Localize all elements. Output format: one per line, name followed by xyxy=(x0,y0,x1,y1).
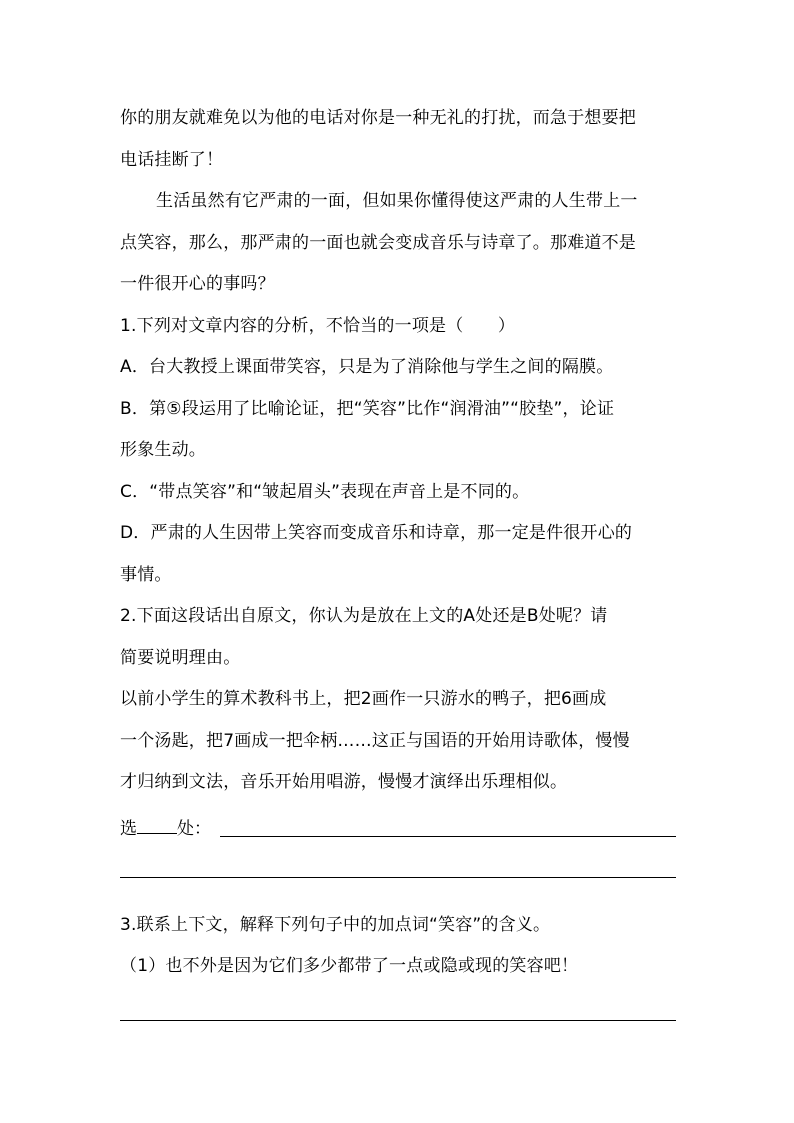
spacer xyxy=(120,887,676,905)
passage-line: 生活虽然有它严肃的一面，但如果你懂得使这严肃的人生带上一 xyxy=(156,191,638,211)
question-2-title: 2.下面这段话出自原文，你认为是放在上文的A处还是B处呢？请 xyxy=(120,606,608,626)
answer-prefix: 选 xyxy=(120,818,137,839)
answer-line[interactable] xyxy=(120,877,676,878)
question-3-item-1: （1）也不外是因为它们多少都带了一点或隐或现的笑容吧！ xyxy=(120,956,579,976)
option-d: D．严肃的人生因带上笑容而变成音乐和诗章，那一定是件很开心的 xyxy=(120,523,633,543)
answer-label xyxy=(120,814,211,839)
passage-line: 电话挂断了！ xyxy=(120,149,224,170)
question-3-title: 3.联系上下文，解释下列句子中的加点词“笑容”的含义。 xyxy=(120,914,551,935)
option-b: B．第⑤段运用了比喻论证，把“笑容”比作“润滑油”“胶垫”，论证 xyxy=(120,398,615,419)
location-blank[interactable] xyxy=(137,817,177,834)
answer-line-row xyxy=(120,988,676,1030)
answer-suffix: 处： xyxy=(177,818,211,839)
passage-line: 点笑容，那么，那严肃的一面也就会变成音乐与诗章了。那难道不是 xyxy=(120,232,636,253)
answer-line-row xyxy=(120,845,676,887)
option-b-continued: 形象生动。 xyxy=(120,440,206,460)
passage-line: 你的朋友就难免以为他的电话对你是一种无礼的打扰，而急于想要把 xyxy=(120,108,636,128)
question-1-title: 1.下列对文章内容的分析，不恰当的一项是（ ） xyxy=(120,315,516,336)
answer-line[interactable] xyxy=(220,836,676,837)
option-d-continued: 事情。 xyxy=(120,564,172,585)
quoted-paragraph: 才归纳到文法，音乐开始用唱游，慢慢才演绎出乐理相似。 xyxy=(120,772,568,792)
quoted-paragraph: 以前小学生的算术教科书上，把2画作一只游水的鸭子，把6画成 xyxy=(120,689,607,709)
quoted-paragraph: 一个汤匙，把7画成一把伞柄……这正与国语的开始用诗歌体，慢慢 xyxy=(120,730,630,751)
answer-row xyxy=(120,804,676,846)
question-2-title-continued: 简要说明理由。 xyxy=(120,647,241,668)
option-c: C．“带点笑容”和“皱起眉头”表现在声音上是不同的。 xyxy=(120,481,530,502)
document-page xyxy=(120,98,676,1029)
passage-line: 一件很开心的事吗？ xyxy=(120,274,275,294)
answer-line[interactable] xyxy=(120,1020,676,1021)
option-a: A．台大教授上课面带笑容，只是为了消除他与学生之间的隔膜。 xyxy=(120,357,614,377)
